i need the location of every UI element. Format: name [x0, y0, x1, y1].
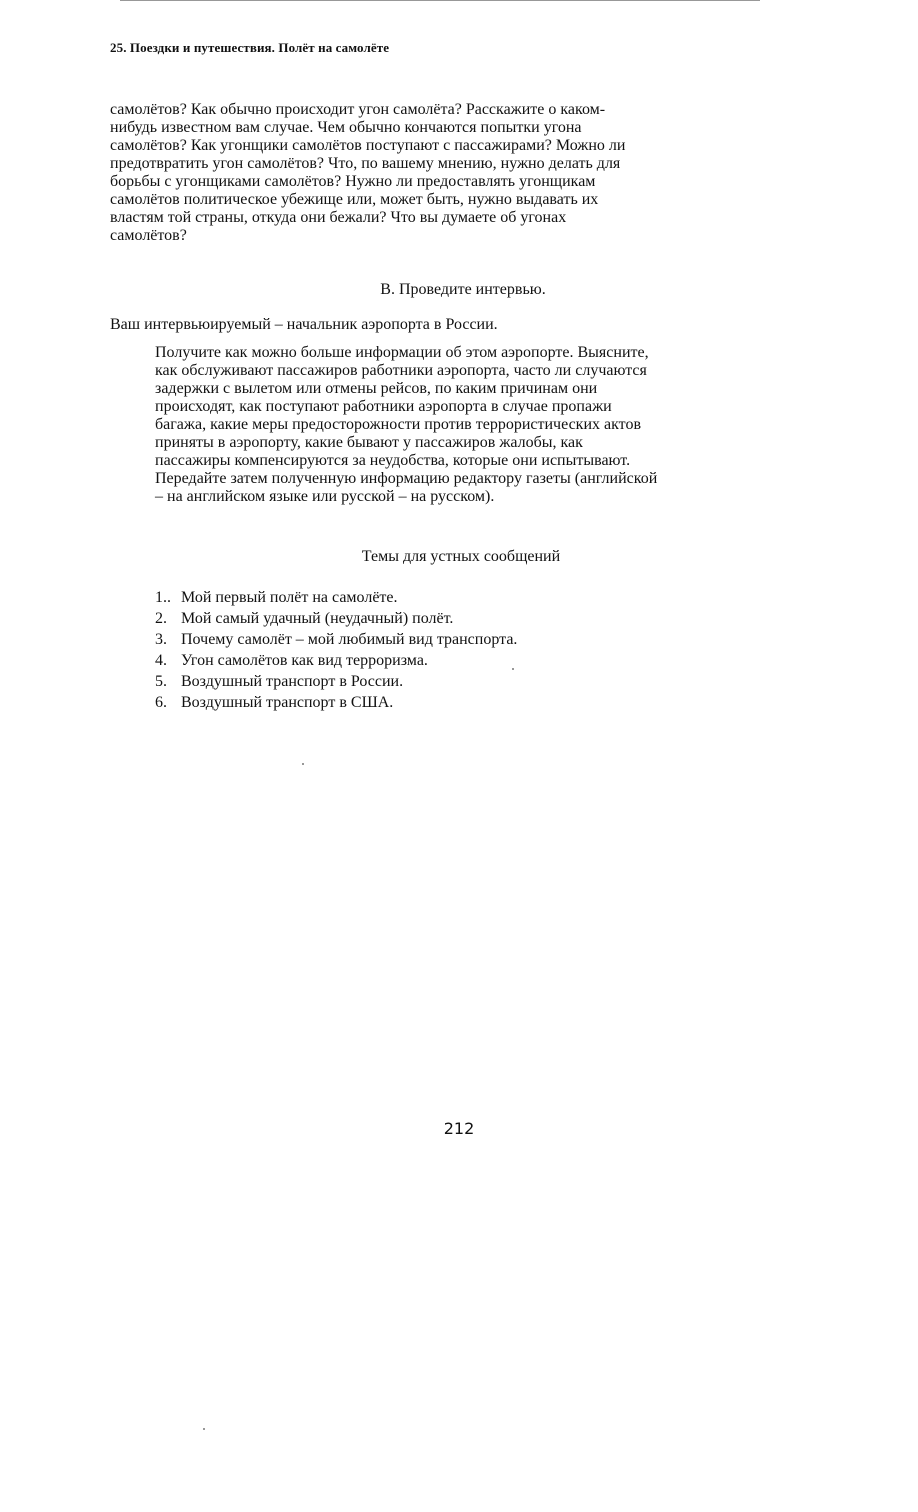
scan-speck [203, 1428, 205, 1430]
paragraph-line: самолётов политическое убежище или, может быть, нужно выдавать их [110, 191, 599, 208]
paragraph-line: самолётов? Как угонщики самолётов поступают с пассажирами? Можно ли [110, 137, 626, 154]
paragraph-line: борьбы с угонщиками самолётов? Нужно ли предоставлять угонщикам [110, 173, 596, 190]
paragraph-line: предотвратить угон самолётов? Что, по вашему мнению, нужно делать для [110, 155, 621, 172]
paragraph-line: самолётов? [110, 227, 187, 244]
scan-speck [302, 763, 304, 765]
list-item [155, 671, 517, 692]
list-item [155, 608, 517, 629]
interview-intro: Ваш интервьюируемый – начальник аэропорта в России. [110, 316, 498, 333]
paragraph-line: Получите как можно больше информации об этом аэропорте. Выясните, [155, 344, 649, 361]
scan-speck [512, 668, 514, 670]
list-item [155, 692, 517, 713]
list-item [155, 629, 517, 650]
page-number: 212 [443, 1119, 475, 1138]
list-item-number: 2. [155, 610, 167, 627]
scan-top-edge [120, 0, 760, 1]
list-item-number: 5. [155, 673, 167, 690]
paragraph-line: происходят, как поступают работники аэропорта в случае пропажи [155, 398, 612, 415]
topics-heading: Темы для устных сообщений [361, 548, 561, 565]
list-item-text: Мой самый удачный (неудачный) полёт. [181, 610, 454, 627]
list-item [155, 587, 517, 608]
interview-heading: В. Проведите интервью. [380, 281, 546, 298]
list-item-text: Угон самолётов как вид терроризма. [181, 652, 428, 669]
paragraph-line: приняты в аэропорту, какие бывают у пассажиров жалобы, как [155, 434, 583, 451]
topics-list [155, 587, 517, 713]
paragraph-interview-task [155, 344, 835, 506]
paragraph-questions [110, 101, 800, 245]
list-item-number: 6. [155, 694, 167, 711]
paragraph-line: Передайте затем полученную информацию редактору газеты (английской [155, 470, 658, 487]
paragraph-line: самолётов? Как обычно происходит угон самолёта? Расскажите о каком- [110, 101, 606, 118]
paragraph-line: – на английском языке или русской – на русском). [155, 488, 495, 505]
list-item-text: Воздушный транспорт в США. [181, 694, 394, 711]
paragraph-line: как обслуживают пассажиров работники аэропорта, часто ли случаются [155, 362, 647, 379]
paragraph-line: пассажиры компенсируются за неудобства, которые они испытывают. [155, 452, 631, 469]
list-item-text: Воздушный транспорт в России. [181, 673, 404, 690]
paragraph-line: задержки с вылетом или отмены рейсов, по каким причинам они [155, 380, 598, 397]
list-item-number: 1.. [155, 589, 171, 606]
list-item-number: 3. [155, 631, 167, 648]
list-item-text: Почему самолёт – мой любимый вид транспорта. [181, 631, 518, 648]
paragraph-line: нибудь известном вам случае. Чем обычно кончаются попытки угона [110, 119, 582, 136]
paragraph-line: багажа, какие меры предосторожности против террористических актов [155, 416, 642, 433]
list-item-text: Мой первый полёт на самолёте. [181, 589, 398, 606]
running-head: 25. Поездки и путешествия. Полёт на самолёте [110, 40, 390, 55]
list-item [155, 650, 517, 671]
paragraph-line: властям той страны, откуда они бежали? Что вы думаете об угонах [110, 209, 567, 226]
list-item-number: 4. [155, 652, 167, 669]
